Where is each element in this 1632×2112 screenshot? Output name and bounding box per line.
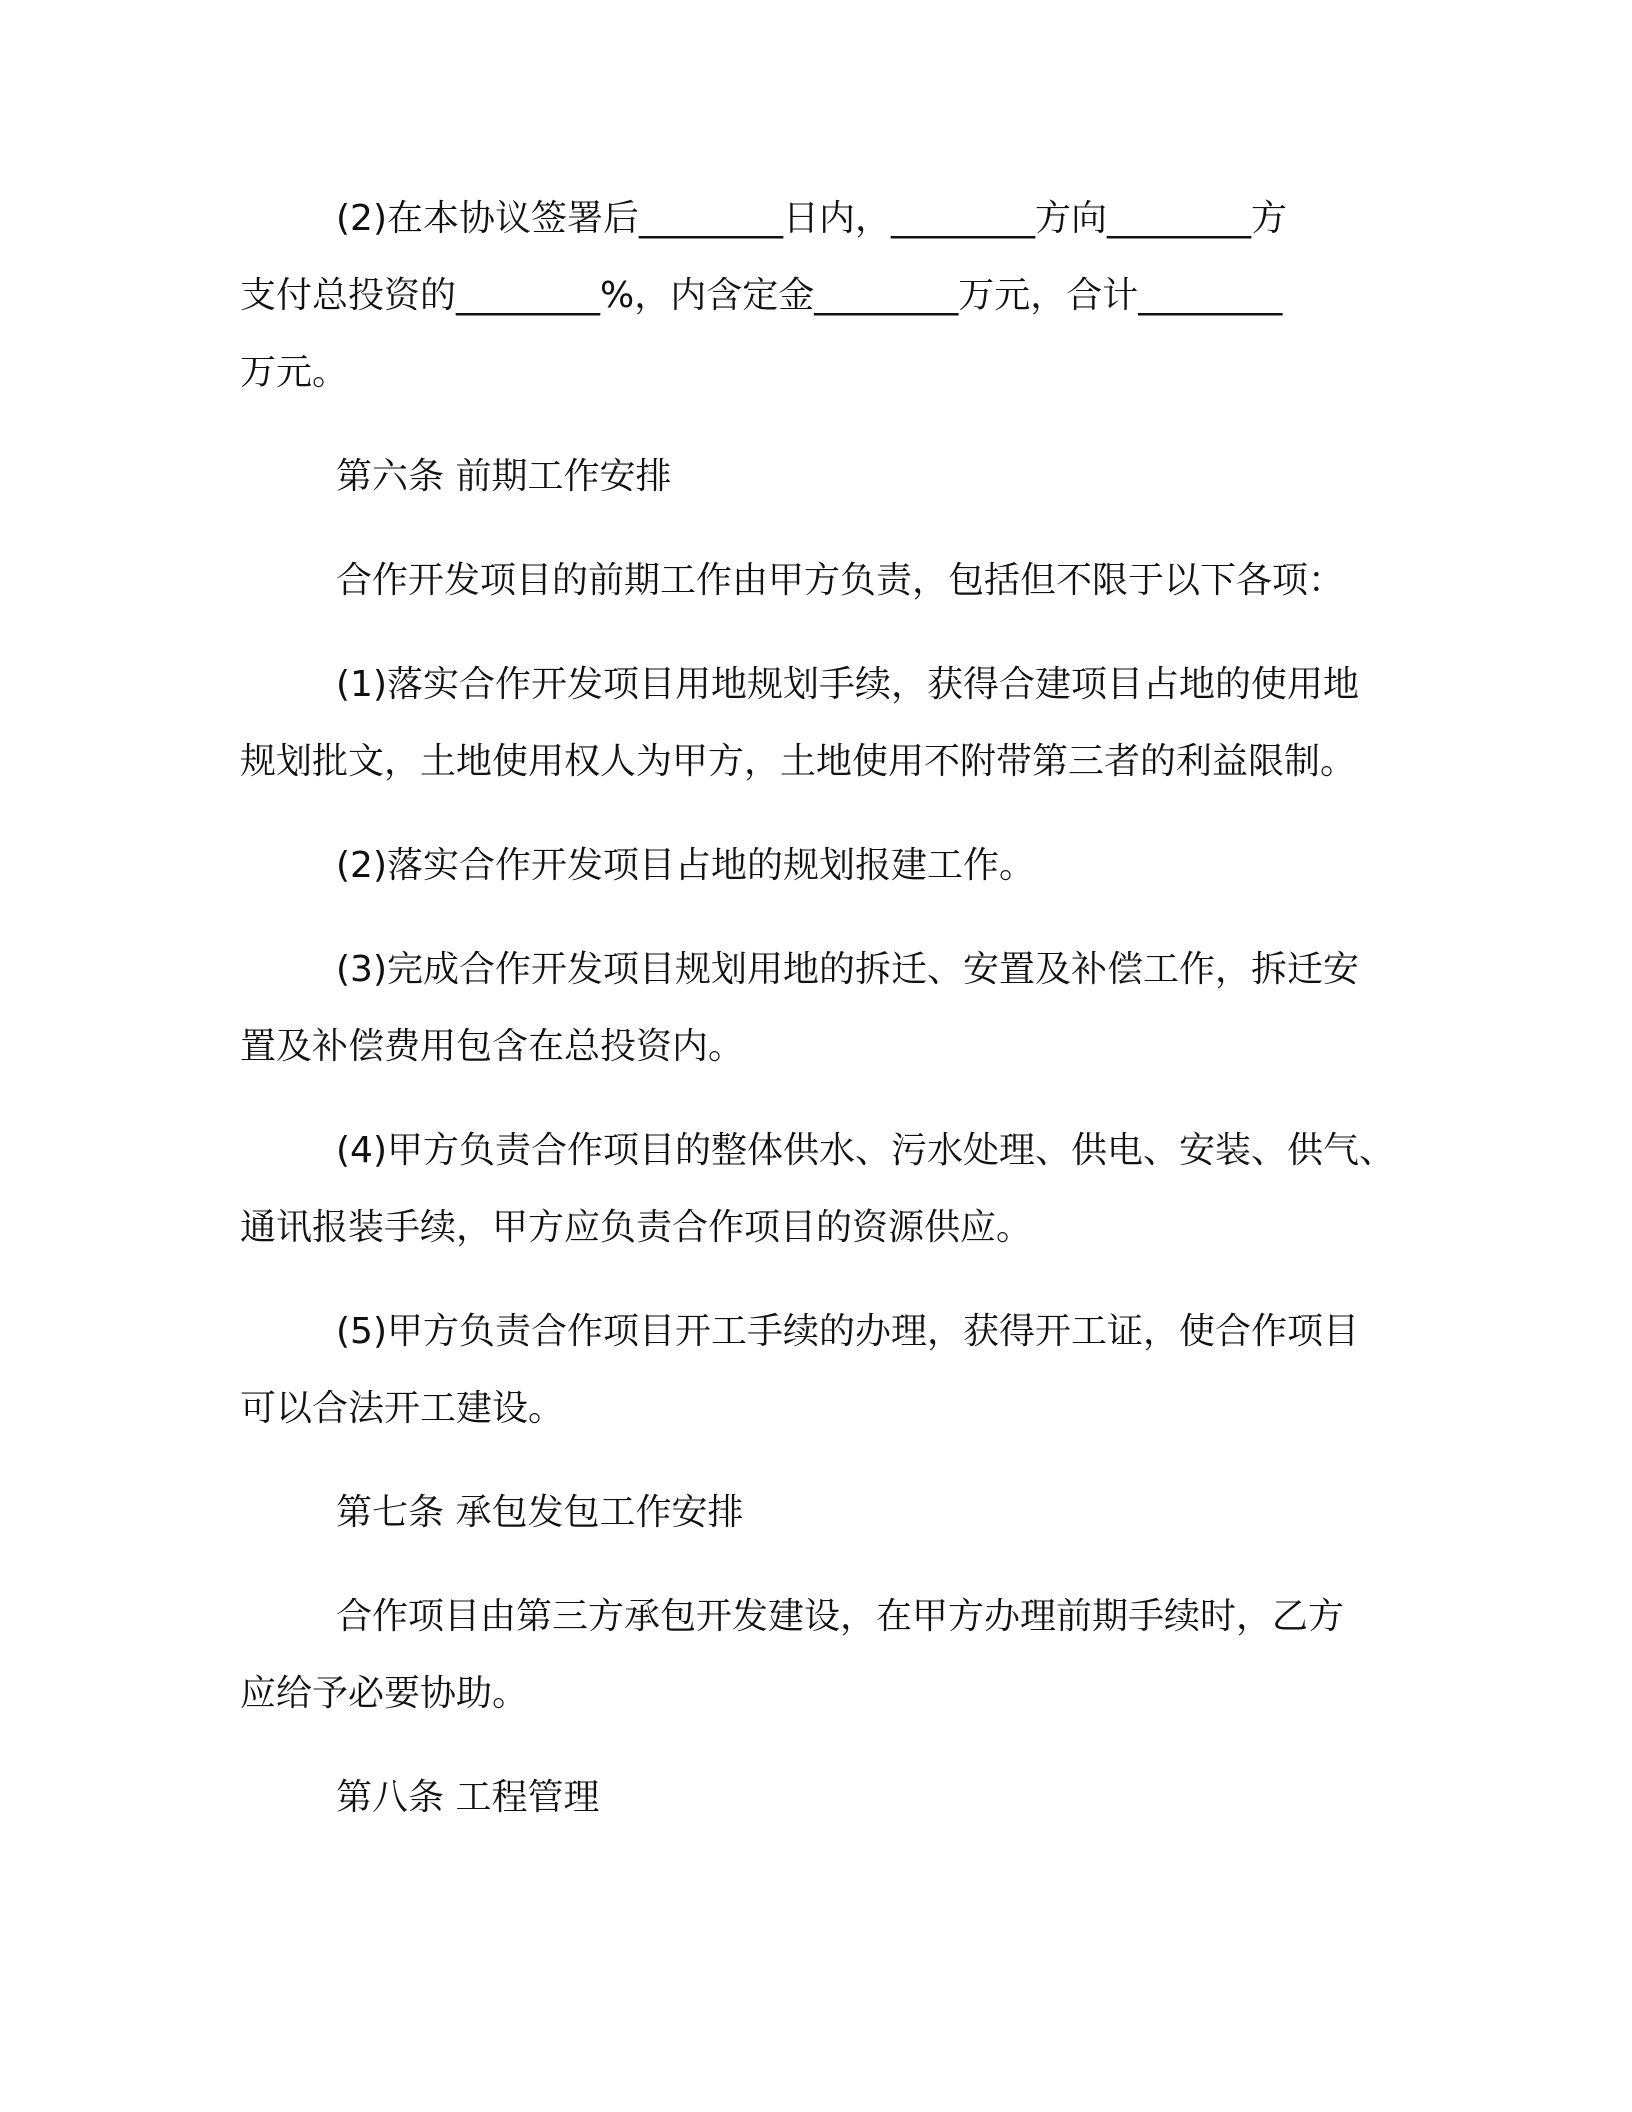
paragraph-contracting (240, 1578, 1415, 1732)
text-line: (4)甲方负责合作项目的整体供水、污水处理、供电、安装、供气、 (336, 1130, 1395, 1171)
text-line: (3)完成合作开发项目规划用地的拆迁、安置及补偿工作，拆迁安 (336, 949, 1359, 990)
document-page (240, 180, 1415, 1836)
text-line: 置及补偿费用包含在总投资内。 (240, 1026, 745, 1067)
text-line: (2)在本协议签署后________日内，________方向________方 (336, 198, 1287, 239)
paragraph-item-2 (240, 827, 1415, 904)
paragraph-item-3 (240, 931, 1415, 1085)
text-line: 合作项目由第三方承包开发建设，在甲方办理前期手续时，乙方 (336, 1596, 1345, 1637)
text-line: 合作开发项目的前期工作由甲方负责，包括但不限于以下各项： (336, 560, 1345, 601)
paragraph-item-5 (240, 1293, 1415, 1447)
section-heading-7: 第七条 承包发包工作安排 (336, 1492, 744, 1533)
paragraph-payment (240, 180, 1415, 411)
paragraph-preliminary-intro (240, 542, 1415, 619)
section-heading-8: 第八条 工程管理 (336, 1777, 600, 1818)
text-line: 万元。 (240, 352, 349, 393)
text-line: 可以合法开工建设。 (240, 1388, 565, 1429)
text-line: (1)落实合作开发项目用地规划手续，获得合建项目占地的使用地 (336, 664, 1359, 705)
text-line: 应给予必要协助。 (240, 1673, 529, 1714)
text-line: (2)落实合作开发项目占地的规划报建工作。 (336, 845, 1035, 886)
text-line: 通讯报装手续，甲方应负责合作项目的资源供应。 (240, 1207, 1033, 1248)
section-heading-6: 第六条 前期工作安排 (336, 456, 672, 497)
text-line: (5)甲方负责合作项目开工手续的办理，获得开工证，使合作项目 (336, 1311, 1359, 1352)
paragraph-item-4 (240, 1112, 1415, 1266)
text-line: 规划批文，土地使用权人为甲方，土地使用不附带第三者的利益限制。 (240, 741, 1357, 782)
paragraph-item-1 (240, 646, 1415, 800)
text-line: 支付总投资的________%，内含定金________万元，合计________ (240, 275, 1283, 316)
